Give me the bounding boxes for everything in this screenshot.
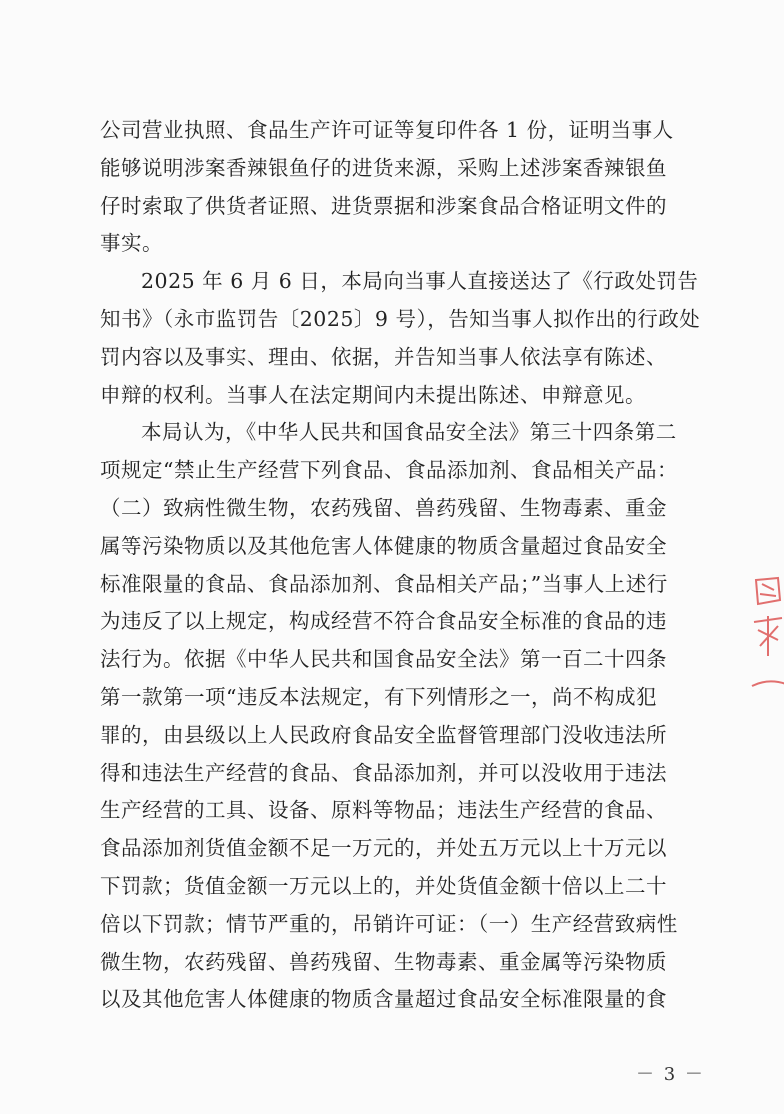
document-body (100, 112, 701, 1019)
text-line: 仔时索取了供货者证照、进货票据和涉案食品合格证明文件的 (100, 193, 667, 218)
text-line: 罚内容以及事实、理由、依据，并告知当事人依法享有陈述、 (100, 344, 667, 369)
text-line: 法行为。依据《中华人民共和国食品安全法》第一百二十四条 (100, 647, 667, 672)
text-line: 项规定“禁止生产经营下列食品、食品添加剂、食品相关产品： (100, 458, 678, 483)
text-line: 本局认为，《中华人民共和国食品安全法》第三十四条第二 (141, 420, 677, 445)
page-number: － 3 － (636, 1064, 705, 1085)
text-line: 为违反了以上规定，构成经营不符合食品安全标准的食品的违 (100, 609, 667, 634)
text-line: 2025 年 6 月 6 日，本局向当事人直接送达了《行政处罚告 (141, 269, 699, 294)
text-line: 罪的，由县级以上人民政府食品安全监督管理部门没收违法所 (100, 722, 667, 747)
text-line: 得和违法生产经营的食品、食品添加剂，并可以没收用于违法 (100, 760, 667, 785)
text-line: 微生物，农药残留、兽药残留、生物毒素、重金属等污染物质 (100, 949, 667, 974)
text-line: 事实。 (100, 231, 163, 256)
text-line: 能够说明涉案香辣银鱼仔的进货来源，采购上述涉案香辣银鱼 (100, 155, 667, 180)
text-line: （二）致病性微生物，农药残留、兽药残留、生物毒素、重金 (100, 495, 667, 520)
text-line: 申辩的权利。当事人在法定期间内未提出陈述、申辩意见。 (100, 382, 646, 407)
text-line: 下罚款；货值金额一万元以上的，并处货值金额十倍以上二十 (100, 873, 667, 898)
seal-stamp-fragment (748, 560, 784, 700)
text-line: 生产经营的工具、设备、原料等物品；违法生产经营的食品、 (100, 798, 667, 823)
text-line: 倍以下罚款；情节严重的，吊销许可证：（一）生产经营致病性 (100, 911, 678, 936)
text-line: 知书》（永市监罚告〔2025〕9 号），告知当事人拟作出的行政处 (100, 306, 701, 331)
text-line: 属等污染物质以及其他危害人体健康的物质含量超过食品安全 (100, 533, 667, 558)
text-line: 公司营业执照、食品生产许可证等复印件各 1 份，证明当事人 (100, 118, 674, 142)
text-line: 食品添加剂货值金额不足一万元的，并处五万元以上十万元以 (100, 836, 667, 861)
text-line: 第一款第一项“违反本法规定，有下列情形之一，尚不构成犯 (100, 684, 657, 709)
text-line: 标准限量的食品、食品添加剂、食品相关产品；”当事人上述行 (100, 571, 668, 596)
text-line: 以及其他危害人体健康的物质含量超过食品安全标准限量的食 (100, 987, 667, 1012)
